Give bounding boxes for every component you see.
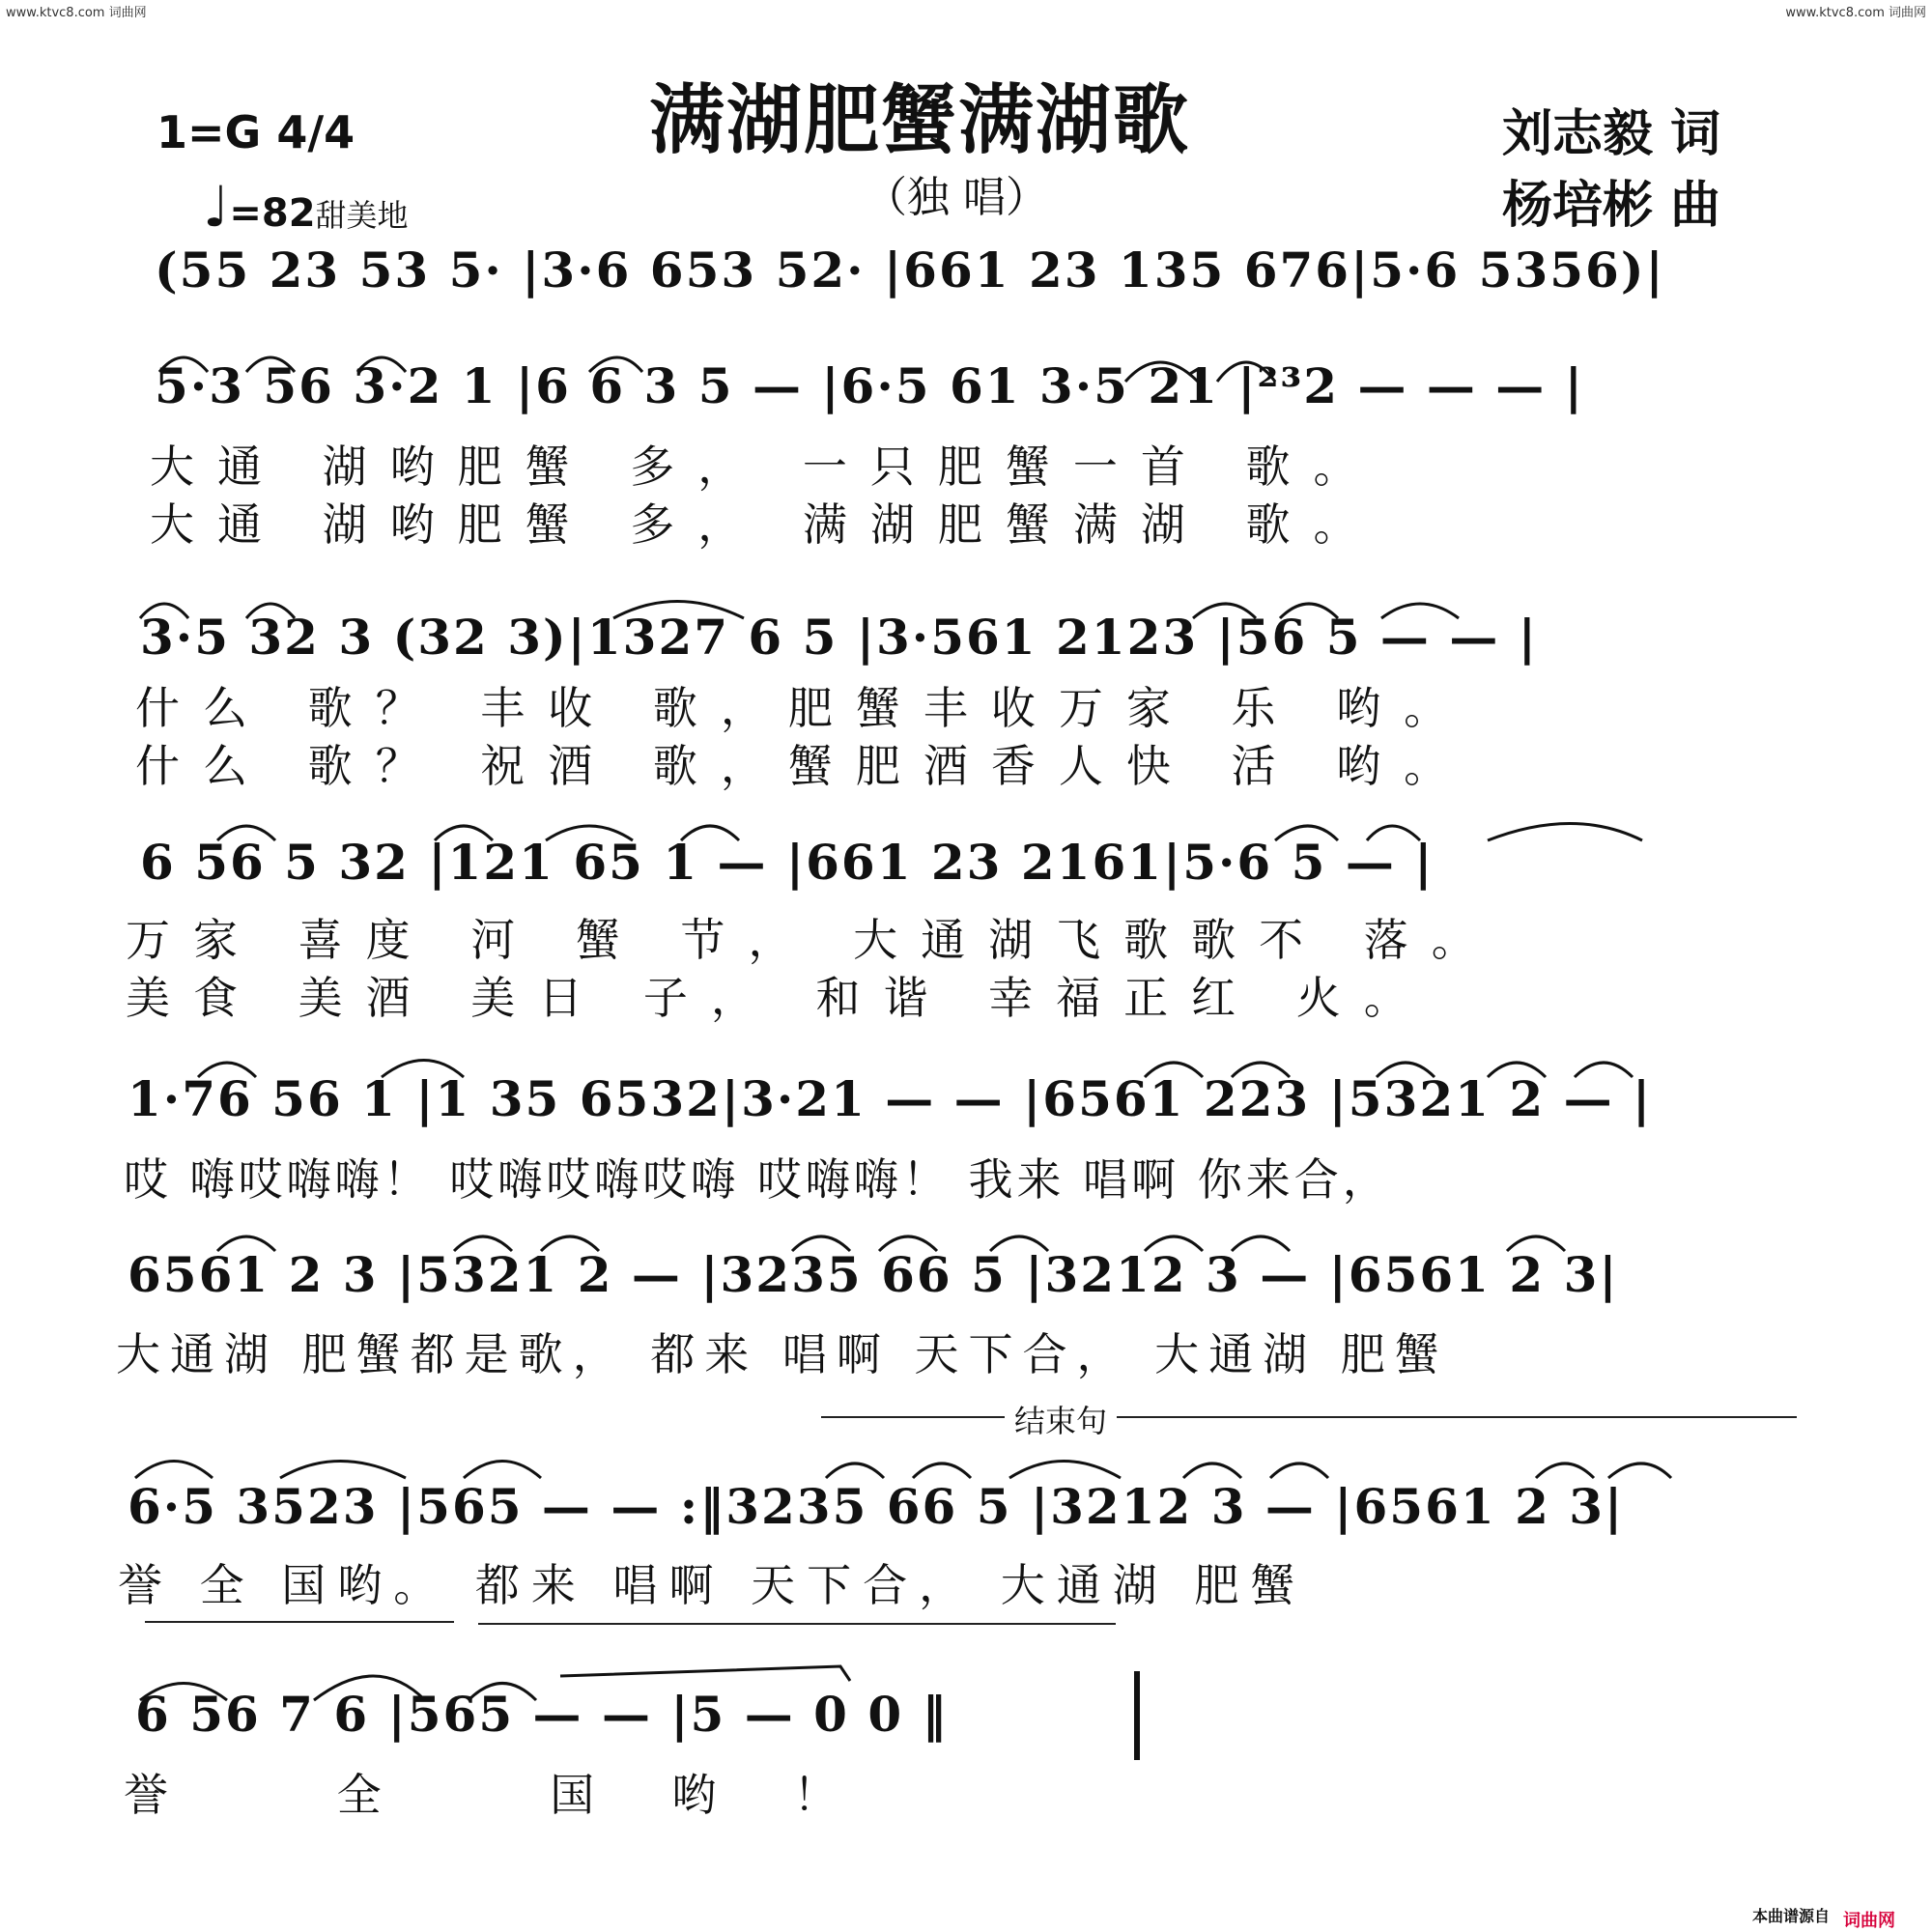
notation-line-3: 3·5 32 3 (32 3)|1327 6 5 |3·561 2123 |56 5 — — | — [140, 609, 1538, 666]
quarter-note-icon: ♩ — [203, 174, 230, 240]
lyric-line-4-verse-2: 美食 美酒 美日 子， 和谐 幸福正红 火。 — [126, 972, 1432, 1024]
lyric-line-4-verse-1: 万家 喜度 河 蟹 节， 大通湖飞歌歌不 落。 — [126, 914, 1499, 966]
key-signature: 1=G 4/4 — [156, 106, 355, 158]
composer-credit: 杨培彬 曲 — [1502, 176, 1721, 235]
lyric-line-2-verse-2: 大通 湖哟肥蟹 多， 满湖肥蟹满湖 歌。 — [150, 498, 1381, 551]
tempo-expression: 甜美地 — [315, 197, 409, 234]
notation-line-1: (55 23 53 5· |3·6 653 52· |661 23 135 676|5·6 5356)| — [155, 242, 1665, 298]
lyric-line-3-verse-2: 什么 歌？ 祝酒 歌，蟹肥酒香人快 活 哟。 — [135, 740, 1472, 792]
lyric-line-8: 誉 全 国哟！ — [124, 1769, 916, 1821]
notation-line-5: 1·76 56 1 |1 35 6532|3·21 — — |6561 223 |5321 2 — | — [128, 1070, 1653, 1127]
lyric-line-2-verse-1: 大通 湖哟肥蟹 多， 一只肥蟹一首 歌。 — [150, 440, 1381, 493]
lyric-line-7: 誉 全 国哟。 都来 唱啊 天下合， 大通湖 肥蟹 — [118, 1559, 1307, 1611]
notation-line-4: 6 56 5 32 |121 65 1 — |661 23 2161|5·6 5 — | — [140, 834, 1435, 891]
lyric-line-5: 哎 嗨哎嗨嗨！ 哎嗨哎嗨哎嗨 哎嗨嗨！ 我来 唱啊 你来合， — [124, 1153, 1391, 1206]
footer-logo — [1843, 1907, 1932, 1932]
notation-line-6: 6561 2 3 |5321 2 — |3235 66 5 |3212 3 — |6561 2 3| — [128, 1246, 1619, 1303]
watermark-left: www.ktvc8.com 词曲网 — [6, 6, 147, 20]
lyricist-credit: 刘志毅 词 — [1502, 104, 1721, 163]
ending-label: 结束句 — [1005, 1397, 1117, 1441]
notation-line-2: 5·3 56 3·2 1 |6 6 3 5 — |6·5 61 3·5 21 |²³2 — — — | — [155, 357, 1584, 414]
lyric-line-3-verse-1: 什么 歌？ 丰收 歌，肥蟹丰收万家 乐 哟。 — [135, 682, 1472, 734]
notation-line-7: 6·5 3523 |565 — — :‖3235 66 5 |3212 3 — |6561 2 3| — [128, 1478, 1625, 1535]
tempo-number: =82 — [229, 191, 316, 236]
footer-source: 本曲谱源自 — [1751, 1907, 1830, 1925]
song-subtitle: （独 唱） — [865, 173, 1048, 222]
footer-logo-text: 词曲网 — [1843, 1911, 1895, 1931]
notation-line-8: 6 56 7 6 |565 — — |5 — 0 0 ‖ — [135, 1686, 949, 1743]
watermark-right: www.ktvc8.com 词曲网 — [1785, 6, 1926, 20]
lyric-line-6: 大通湖 肥蟹都是歌， 都来 唱啊 天下合， 大通湖 肥蟹 — [116, 1328, 1449, 1380]
song-title: 满湖肥蟹满湖歌 — [649, 76, 1191, 164]
